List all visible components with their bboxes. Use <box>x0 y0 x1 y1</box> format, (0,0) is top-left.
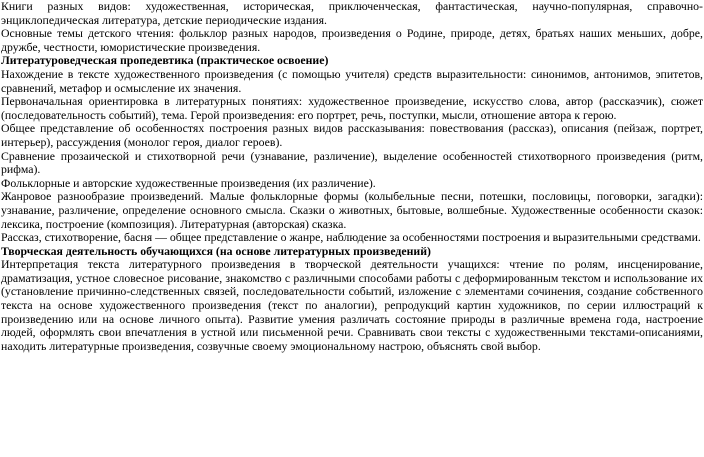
paragraph-expressive-means: Нахождение в тексте художественного произведения (с помощью учителя) средств выразительности: синонимов, антонимов, эпитетов, сравнений, метафор и осмысление их значения. <box>1 66 703 95</box>
paragraph-folklore-authored: Фольклорные и авторские художественные произведения (их различение). <box>1 175 376 190</box>
paragraph-literary-concepts: Первоначальная ориентировка в литературных понятиях: художественное произведение, искусство слова, автор (рассказчик), сюжет (последовательность событий), тема. Герой произведения: его портрет, речь, поступки, мысли, отношение автора к герою. <box>1 94 703 122</box>
paragraph-narration-types: Общее представление об особенностях построения разных видов рассказывания: повествования (рассказ), описания (пейзаж, портрет, интерьер), рассуждения (монолог героя, диалог героев). <box>1 121 703 149</box>
heading-literary-propaedeutics: Литературоведческая пропедевтика (практическое освоение) <box>1 53 329 68</box>
heading-creative-activity: Творческая деятельность обучающихся (на основе литературных произведений) <box>1 243 431 258</box>
paragraph-reading-themes: Основные темы детского чтения: фольклор разных народов, произведения о Родине, природе, детях, братьях наших меньших, добре, дружбе, честности, юмористические произведения. <box>1 26 703 54</box>
paragraph-text-interpretation: Интерпретация текста литературного произведения в творческой деятельности учащихся: чтение по ролям, инсценирование, драматизация, устное словесное рисование, знакомство с различными способами работы с деформированным текстом и использование их (установление причинно-следственных связей, последовательности событий, изложение с элементами сочинения, создание собственного текста на основе художественного произведения (текст по аналогии), репродукций картин художников, по серии иллюстраций к произведению или на основе личного опыта). Развитие умения различать состояние природы в различные времена года, настроение людей, оформлять свои впечатления в устной или письменной речи. Сравнивать свои тексты с художественными текстами-описаниями, находить литературные произведения, созвучные своему эмоциональному настрою, объяснять свой выбор. <box>1 257 703 353</box>
paragraph-story-poem-fable: Рассказ, стихотворение, басня — общее представление о жанре, наблюдение за особенностями построения и выразительными средствами. <box>1 230 701 245</box>
paragraph-prose-verse: Сравнение прозаической и стихотворной речи (узнавание, различение), выделение особенностей стихотворного произведения (ритм, рифма). <box>1 148 703 177</box>
paragraph-book-types: Книги разных видов: художественная, историческая, приключенческая, фантастическая, научно-популярная, справочно-энциклопедическая литература, детские периодические издания. <box>1 0 703 27</box>
paragraph-genre-variety: Жанровое разнообразие произведений. Малые фольклорные формы (колыбельные песни, потешки, пословицы, поговорки, загадки): узнавание, различение, определение основного смысла. Сказки о животных, бытовые, волшебные. Художественные особенности сказок: лексика, построение (композиция). Литературная (авторская) сказка. <box>1 189 703 231</box>
